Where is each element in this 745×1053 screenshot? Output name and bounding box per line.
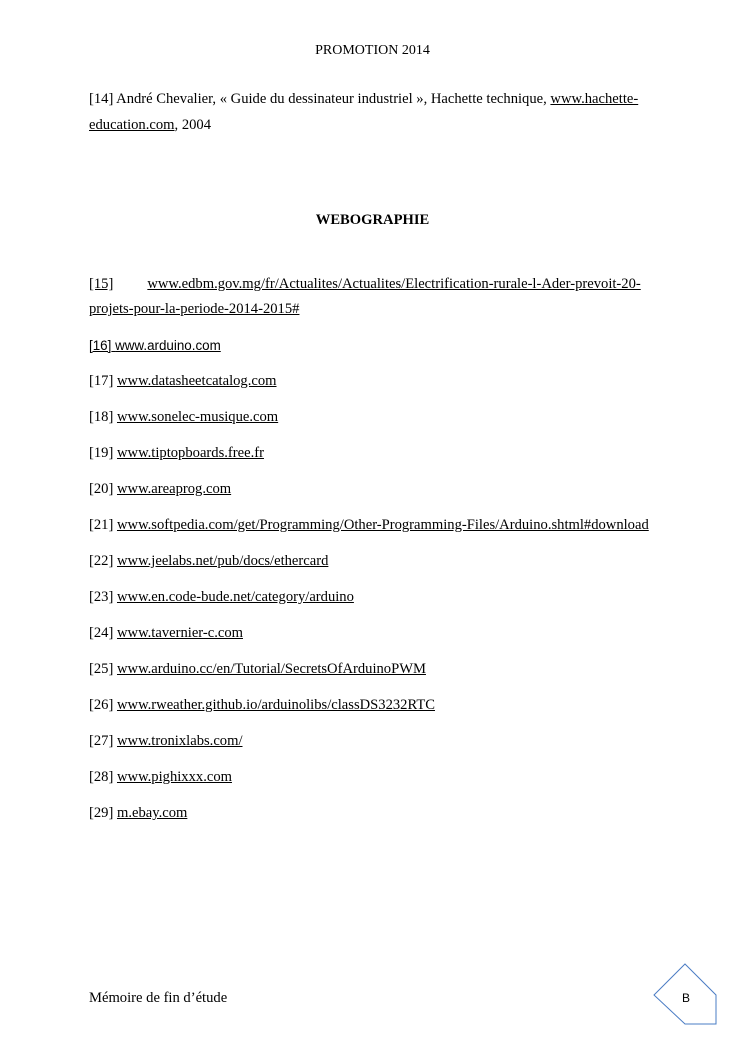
web-reference (89, 621, 657, 646)
page-number: B (681, 991, 690, 1005)
web-reference (89, 333, 657, 358)
reference-number: [26] (89, 697, 114, 713)
reference-link[interactable]: www.rweather.github.io/arduinolibs/classDS3232RTC (116, 697, 435, 713)
reference-number: [20] (89, 481, 114, 497)
reference-number: [29] (89, 805, 114, 821)
web-reference (89, 513, 657, 538)
web-reference (89, 477, 657, 502)
reference-link[interactable]: www.areaprog.com (116, 481, 232, 497)
web-reference (89, 405, 657, 430)
reference-number: [17] (89, 373, 114, 389)
web-reference (89, 549, 657, 574)
entry-suffix: , 2004 (174, 117, 211, 133)
reference-link[interactable]: www.arduino.cc/en/Tutorial/SecretsOfArduinoPWM (116, 661, 426, 677)
reference-link[interactable]: m.ebay.com (116, 805, 188, 821)
web-reference (89, 657, 657, 682)
reference-number: [25] (89, 661, 114, 677)
reference-link[interactable]: [15] www.edbm.gov.mg/fr/Actualites/Actualites/Electrification-rurale-l-Ader-prevoit-20-projets-pour-la-periode-2014-2015# (89, 276, 641, 317)
reference-link[interactable]: www.en.code-bude.net/category/arduino (116, 589, 354, 605)
reference-number: [22] (89, 553, 114, 569)
reference-link[interactable]: www.tronixlabs.com/ (116, 733, 243, 749)
reference-number: [23] (89, 589, 114, 605)
webography-list (89, 272, 657, 837)
web-reference (89, 441, 657, 466)
footer-text: Mémoire de fin d’étude (89, 990, 228, 1006)
reference-number: [19] (89, 445, 114, 461)
reference-link[interactable]: www.tavernier-c.com (116, 625, 243, 641)
web-reference (89, 729, 657, 754)
reference-number: [28] (89, 769, 114, 785)
entry-link[interactable]: www.hachette-education.com (89, 91, 639, 133)
reference-link[interactable]: [16] www.arduino.com (89, 338, 221, 353)
reference-link[interactable]: www.pighixxx.com (116, 769, 232, 785)
reference-number: [27] (89, 733, 114, 749)
reference-number: [21] (89, 517, 114, 533)
web-reference (89, 765, 657, 790)
reference-number: [18] (89, 409, 114, 425)
reference-link[interactable]: www.jeelabs.net/pub/docs/ethercard (116, 553, 329, 569)
section-title: WEBOGRAPHIE (315, 212, 430, 228)
web-reference (89, 369, 657, 394)
web-reference (89, 272, 657, 322)
reference-link[interactable]: www.softpedia.com/get/Programming/Other-Programming-Files/Arduino.shtml#download (116, 517, 649, 533)
reference-link[interactable]: www.sonelec-musique.com (116, 409, 279, 425)
reference-link[interactable]: www.datasheetcatalog.com (116, 373, 277, 389)
reference-number: [24] (89, 625, 114, 641)
entry-text: [14] André Chevalier, « Guide du dessinateur industriel », Hachette technique, (89, 91, 551, 107)
reference-link[interactable]: www.tiptopboards.free.fr (116, 445, 264, 461)
page-header: PROMOTION 2014 (315, 43, 430, 58)
bibliography-entry-14 (89, 86, 657, 138)
web-reference (89, 585, 657, 610)
web-reference (89, 693, 657, 718)
web-reference (89, 801, 657, 826)
